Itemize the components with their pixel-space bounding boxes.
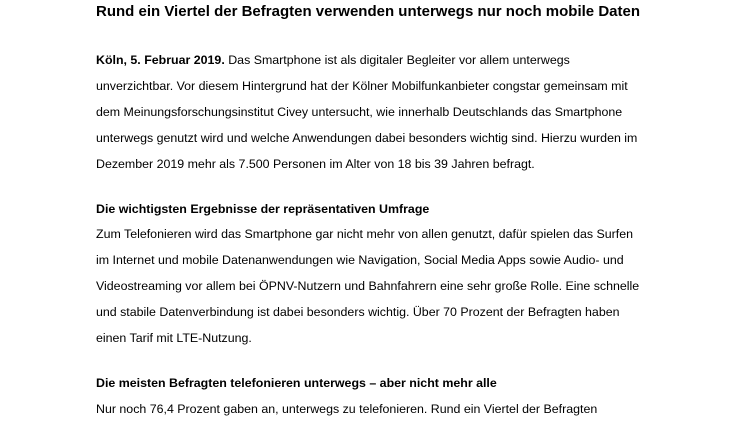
intro-line: [96, 47, 637, 73]
results-line: Videostreaming vor allem bei ÖPNV-Nutzern und Bahnfahrern eine sehr große Rolle. Eine schnelle: [96, 279, 640, 293]
section-heading-results: Die wichtigsten Ergebnisse der repräsentativen Umfrage: [96, 202, 430, 216]
page-title: Rund ein Viertel der Befragten verwenden unterwegs nur noch mobile Daten: [96, 3, 640, 20]
results-line: Zum Telefonieren wird das Smartphone gar nicht mehr von allen genutzt, dafür spielen das Surfen: [96, 227, 634, 241]
results-line: einen Tarif mit LTE-Nutzung.: [96, 331, 252, 345]
dateline: Köln, 5. Februar 2019.: [96, 53, 225, 67]
intro-line: dem Meinungsforschungsinstitut Civey untersucht, wie innerhalb Deutschlands das Smartphone: [96, 105, 623, 119]
intro-line: unterwegs genutzt wird und welche Anwendungen dabei besonders wichtig sind. Hierzu wurden im: [96, 131, 638, 145]
intro-paragraph: [96, 47, 637, 177]
results-line: im Internet und mobile Datenanwendungen wie Navigation, Social Media Apps sowie Audio- und: [96, 253, 624, 267]
intro-line-text: Das Smartphone ist als digitaler Begleiter vor allem unterwegs: [224, 53, 570, 67]
results-line: und stabile Datenverbindung ist dabei besonders wichtig. Über 70 Prozent der Befragten haben: [96, 305, 620, 319]
intro-line: unverzichtbar. Vor diesem Hintergrund hat der Kölner Mobilfunkanbieter congstar gemeinsam mit: [96, 79, 628, 93]
section-heading-telephony: Die meisten Befragten telefonieren unterwegs – aber nicht mehr alle: [96, 376, 497, 390]
results-paragraph: [96, 221, 639, 351]
telephony-line: Nur noch 76,4 Prozent gaben an, unterwegs zu telefonieren. Rund ein Viertel der Befragten: [96, 402, 598, 416]
intro-line: Dezember 2019 mehr als 7.500 Personen im Alter von 18 bis 39 Jahren befragt.: [96, 157, 535, 171]
telephony-paragraph: [96, 396, 597, 422]
